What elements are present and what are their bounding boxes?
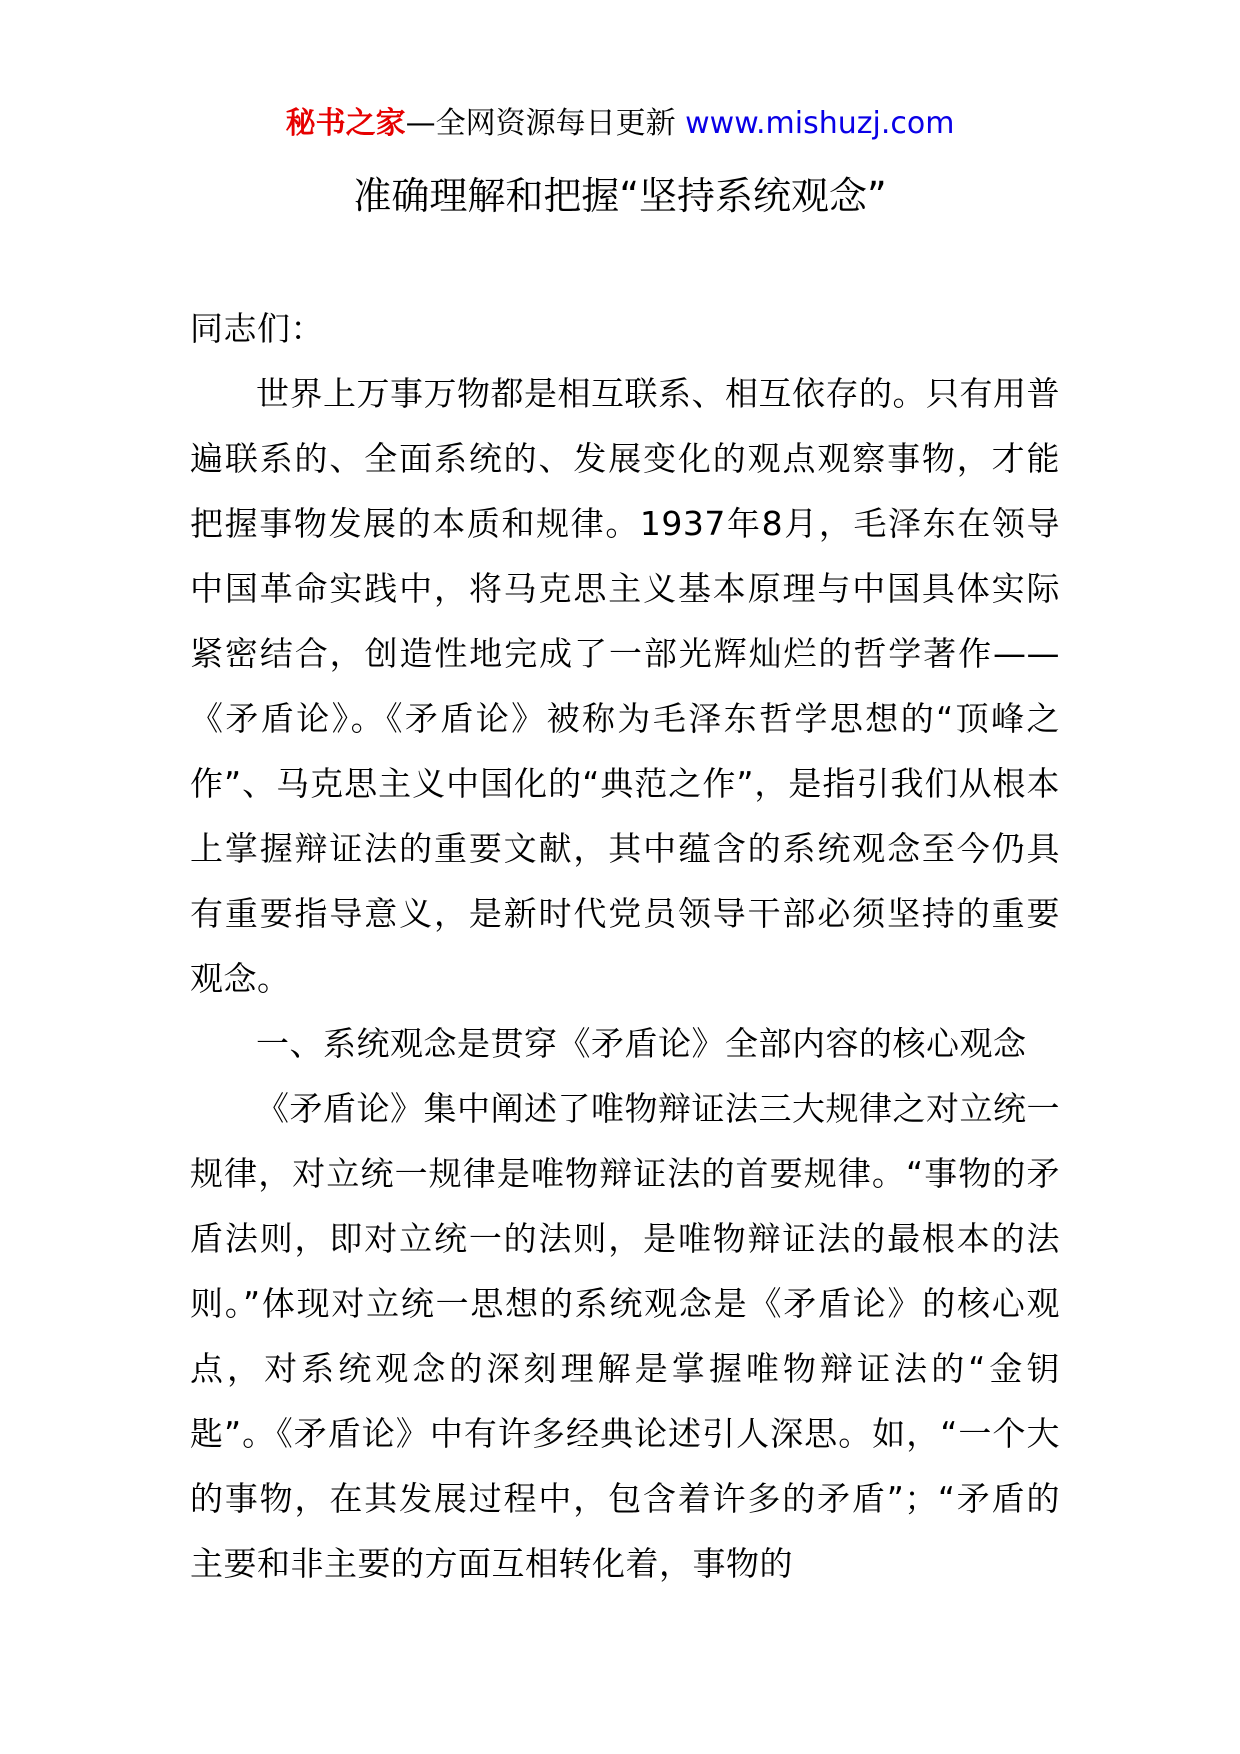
site-url-link[interactable]: www.mishuzj.com (685, 106, 955, 141)
document-body (190, 296, 1060, 1596)
header-tagline: —全网资源每日更新 (405, 106, 686, 141)
greeting: 同志们： (190, 309, 324, 348)
site-header (0, 100, 1240, 148)
paragraph-intro: 世界上万事万物都是相互联系、相互依存的。只有用普遍联系的、全面系统的、发展变化的观点观察事物，才能把握事物发展的本质和规律。1937年8月，毛泽东在领导中国革命实践中，将马克思主义基本原理与中国具体实际紧密结合，创造性地完成了一部光辉灿烂的哲学著作——《矛盾论》。《矛盾论》被称为毛泽东哲学思想的“顶峰之作”、马克思主义中国化的“典范之作”，是指引我们从根本上掌握辩证法的重要文献，其中蕴含的系统观念至今仍具有重要指导意义，是新时代党员领导干部必须坚持的重要观念。 (190, 374, 1060, 998)
brand-name: 秘书之家 (285, 106, 406, 141)
paragraph-section-1: 《矛盾论》集中阐述了唯物辩证法三大规律之对立统一规律，对立统一规律是唯物辩证法的首要规律。“事物的矛盾法则，即对立统一的法则，是唯物辩证法的最根本的法则。”体现对立统一思想的系统观念是《矛盾论》的核心观点，对系统观念的深刻理解是掌握唯物辩证法的“金钥匙”。《矛盾论》中有许多经典论述引人深思。如，“一个大的事物，在其发展过程中，包含着许多的矛盾”；“矛盾的主要和非主要的方面互相转化着，事物的 (190, 1089, 1060, 1583)
section-heading-1: 一、系统观念是贯穿《矛盾论》全部内容的核心观念 (256, 1024, 1027, 1063)
document-title: 准确理解和把握“坚持系统观念” (353, 174, 887, 218)
